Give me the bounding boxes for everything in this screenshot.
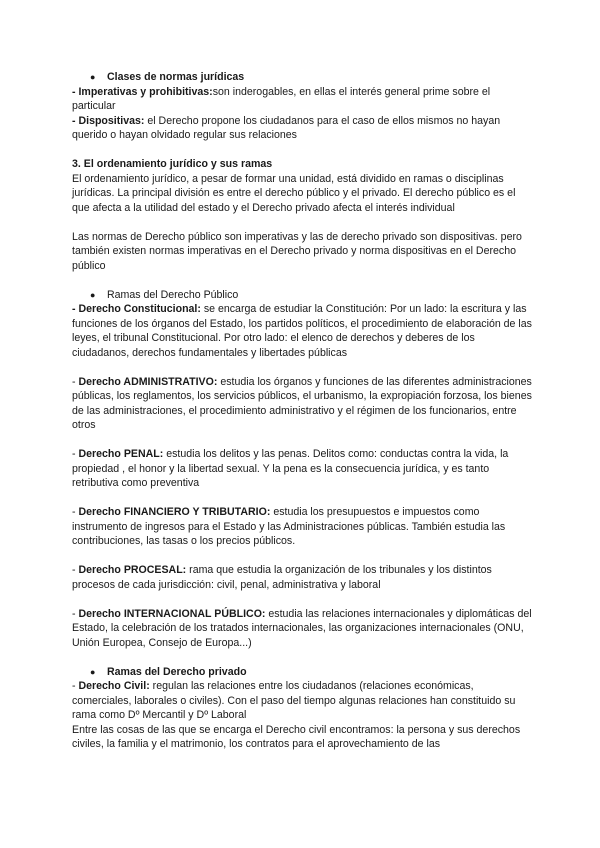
- paragraph-penal: - Derecho PENAL: estudia los delitos y las penas. Delitos como: conductas contra la vida, la propiedad , el honor y la libertad sexual. Y la pena es la consecuencia jurídica, y es tanto retributiva como preventiva: [72, 448, 509, 489]
- bullet-icon: ●: [90, 72, 96, 82]
- section-heading-publico: ● Ramas del Derecho Público: [90, 288, 239, 301]
- paragraph-imperativas: - Imperativas y prohibitivas:son inderogables, en ellas el interés general prime sobre el particular: [72, 85, 491, 112]
- paragraph-internacional: - Derecho INTERNACIONAL PÚBLICO: estudia las relaciones internacionales y diplomáticas del Estado, la celebración de los tratados internacionales, las organizaciones internacionales (ONU, Unión Europea, Consejo de Europa...): [72, 607, 532, 649]
- bullet-icon: ●: [90, 289, 96, 300]
- paragraph-ordenamiento-2: Las normas de Derecho público son imperativas y las de derecho privado son dispositivas. pero también existen normas imperativas en el Derecho privado y norma dispositivas en el Derecho público: [72, 230, 522, 272]
- paragraph-constitucional: - Derecho Constitucional: se encarga de estudiar la Constitución: Por un lado: la escritura y las funciones de los órganos del Estado, los partidos políticos, el procedimiento de elaboración de las leyes, el tribunal Constitucional. Por otro lado: el elenco de derechos y deberes de los ciudadanos, derechos fundamentales y libertades públicas: [72, 303, 532, 359]
- paragraph-ordenamiento-1: El ordenamiento jurídico, a pesar de formar una unidad, está dividido en ramas o disciplinas jurídicas. La principal división es entre el derecho público y el privado. El derecho público es el que afecta a la utilidad del estado y el Derecho privado afecta el interés individual: [72, 172, 516, 214]
- paragraph-financiero: - Derecho FINANCIERO Y TRIBUTARIO: estudia los presupuestos e impuestos como instrumento de ingresos para el Estado y las Administraciones públicas. También estudia las contribuciones, las tasas o los precios públicos.: [72, 506, 506, 547]
- section-heading-ordenamiento: 3. El ordenamiento jurídico y sus ramas: [72, 158, 273, 170]
- section-heading-clases: ● Clases de normas jurídicas: [90, 71, 245, 83]
- paragraph-civil-final: Entre las cosas de las que se encarga el Derecho civil encontramos: la persona y sus derechos civiles, la familia y el matrimonio, los contratos para el aprovechamiento de las: [72, 723, 521, 750]
- paragraph-administrativo: - Derecho ADMINISTRATIVO: estudia los órganos y funciones de las diferentes administraciones públicas, los reglamentos, los servicios públicos, el urbanismo, la expropiación forzosa, los bienes de las administraciones, el procedimiento administrativo y el régimen de los funcionarios, entre otros: [72, 375, 532, 431]
- section-heading-privado: ● Ramas del Derecho privado: [90, 665, 247, 678]
- paragraph-civil: - Derecho Civil: regulan las relaciones entre los ciudadanos (relaciones económicas, comerciales, laborales o civiles). Con el paso del tiempo algunas relaciones han constituido su rama como Dº Mercantil y Dº Laboral: [72, 680, 516, 721]
- paragraph-dispositivas: - Dispositivas: el Derecho propone los ciudadanos para el caso de ellos mismos no hayan querido o hayan olvidado regular sus relaciones: [72, 114, 501, 141]
- bullet-icon: ●: [90, 666, 96, 677]
- document-body: [72, 70, 532, 752]
- paragraph-procesal: - Derecho PROCESAL: rama que estudia la organización de los tribunales y los distintos procesos de cada jurisdicción: civil, penal, administrativa y laboral: [72, 564, 492, 591]
